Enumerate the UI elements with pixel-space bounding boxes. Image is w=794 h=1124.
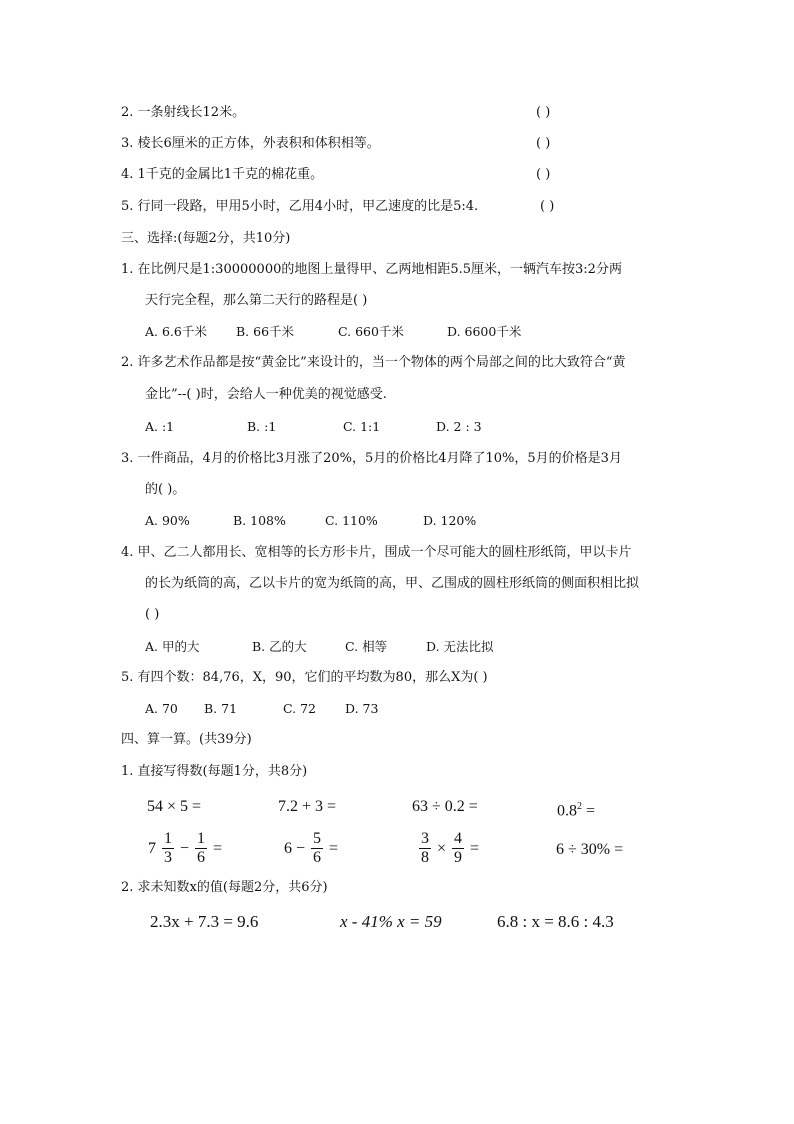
- denominator: 6: [197, 849, 206, 866]
- equals: =: [329, 839, 339, 857]
- fraction: [195, 830, 207, 867]
- q5-option-a[interactable]: A. 70: [145, 701, 178, 716]
- q4-line-3: ( ): [145, 607, 160, 622]
- q3-option-d[interactable]: D. 120%: [423, 513, 477, 528]
- q4-line-1: 4. 甲、乙二人都用长、宽相等的长方形卡片，围成一个尽可能大的圆柱形纸筒，甲以卡片: [121, 545, 632, 560]
- equation-3: 6.8 : x = 8.6 : 4.3: [497, 912, 614, 931]
- q5-option-b[interactable]: B. 71: [204, 701, 238, 716]
- q4-option-a[interactable]: A. 甲的大: [145, 639, 200, 654]
- exponent: 2: [577, 801, 582, 812]
- fraction: [162, 830, 174, 867]
- section-3-heading: 三、选择:(每题2分，共10分): [121, 231, 291, 246]
- operator: ×: [437, 839, 447, 857]
- equals: =: [470, 839, 480, 857]
- sub-1-title: 1. 直接写得数(每题1分，共8分): [121, 764, 308, 779]
- numerator: 1: [197, 830, 206, 847]
- numerator: 1: [164, 830, 172, 847]
- expr-63div0.2: 63 ÷ 0.2 =: [412, 798, 478, 815]
- numerator: 5: [313, 830, 322, 847]
- denominator: 3: [164, 849, 172, 866]
- whole-number: 7: [148, 839, 156, 857]
- fraction: [419, 830, 431, 867]
- numerator: 3: [421, 830, 429, 847]
- q3-option-b[interactable]: B. 108%: [233, 513, 286, 528]
- equation-1: 2.3x + 7.3 = 9.6: [150, 912, 259, 931]
- judge-item-3: 3. 棱长6厘米的正方体，外表积和体积相等。: [121, 136, 380, 151]
- q4-option-d[interactable]: D. 无法比拟: [426, 639, 494, 654]
- denominator: 8: [421, 849, 429, 866]
- q2-line-1: 2. 许多艺术作品都是按“黄金比”来设计的，当一个物体的两个局部之间的比大致符合“黄: [121, 355, 626, 370]
- q1-line-2: 天行完全程，那么第二天行的路程是( ): [145, 293, 368, 308]
- q5-line-1: 5. 有四个数：84,76，X，90，它们的平均数为80，那么X为( ): [121, 670, 488, 685]
- answer-paren[interactable]: ( ): [536, 136, 551, 151]
- judge-item-2: 2. 一条射线长12米。: [121, 105, 246, 120]
- q1-option-c[interactable]: C. 660千米: [338, 324, 404, 339]
- q4-option-b[interactable]: B. 乙的大: [252, 639, 307, 654]
- q2-option-c[interactable]: C. 1:1: [343, 419, 381, 434]
- q1-option-d[interactable]: D. 6600千米: [447, 324, 522, 339]
- expr-6div30pct: 6 ÷ 30% =: [556, 841, 624, 858]
- q4-option-c[interactable]: C. 相等: [345, 639, 388, 654]
- q5-option-d[interactable]: D. 73: [345, 701, 379, 716]
- expr-0.8-squared: [557, 797, 595, 821]
- expr-mixed-fraction: [148, 830, 222, 867]
- q2-option-d[interactable]: D. 2 : 3: [436, 419, 482, 434]
- equals: =: [213, 839, 223, 857]
- sub-2-title: 2. 求未知数x的值(每题2分，共6分): [121, 880, 328, 895]
- base: 0.8: [557, 802, 577, 820]
- fraction: [311, 830, 323, 867]
- q3-option-c[interactable]: C. 110%: [325, 513, 378, 528]
- q4-line-2: 的长为纸筒的高，乙以卡片的宽为纸筒的高，甲、乙围成的圆柱形纸筒的侧面积相比拟: [145, 576, 640, 591]
- q1-line-1: 1. 在比例尺是1:30000000的地图上量得甲、乙两地相距5.5厘米，一辆汽车按3:2分两: [121, 262, 622, 277]
- fraction: [452, 830, 464, 867]
- judge-item-4: 4. 1千克的金属比1千克的棉花重。: [121, 167, 324, 182]
- judge-item-5: 5. 行同一段路，甲用5小时，乙用4小时，甲乙速度的比是5:4.: [121, 199, 479, 214]
- expr-fraction-product: [417, 830, 479, 867]
- expr-54x5: 54 × 5 =: [147, 798, 202, 815]
- expr-6-minus-fraction: [284, 830, 338, 867]
- q1-option-b[interactable]: B. 66千米: [236, 324, 295, 339]
- q2-option-a[interactable]: A. :1: [145, 419, 175, 434]
- q1-option-a[interactable]: A. 6.6千米: [145, 324, 207, 339]
- equation-2: x - 41% x = 59: [340, 912, 442, 931]
- q3-option-a[interactable]: A. 90%: [145, 513, 190, 528]
- denominator: 9: [454, 849, 463, 866]
- q5-option-c[interactable]: C. 72: [283, 701, 316, 716]
- equals: =: [582, 802, 596, 820]
- operator: −: [180, 839, 190, 857]
- whole-number: 6 −: [284, 839, 306, 857]
- q2-line-2: 金比”--( )时，会给人一种优美的视觉感受.: [145, 387, 387, 402]
- section-4-heading: 四、算一算。(共39分): [121, 732, 252, 747]
- q2-option-b[interactable]: B. :1: [247, 419, 277, 434]
- answer-paren[interactable]: ( ): [536, 167, 551, 182]
- q3-line-1: 3. 一件商品，4月的价格比3月涨了20%，5月的价格比4月降了10%，5月的价格是3月: [121, 451, 622, 466]
- numerator: 4: [454, 830, 463, 847]
- expr-7.2plus3: 7.2 + 3 =: [278, 798, 337, 815]
- denominator: 6: [313, 849, 322, 866]
- answer-paren[interactable]: ( ): [540, 199, 555, 214]
- answer-paren[interactable]: ( ): [536, 105, 551, 120]
- q3-line-2: 的( )。: [145, 482, 186, 497]
